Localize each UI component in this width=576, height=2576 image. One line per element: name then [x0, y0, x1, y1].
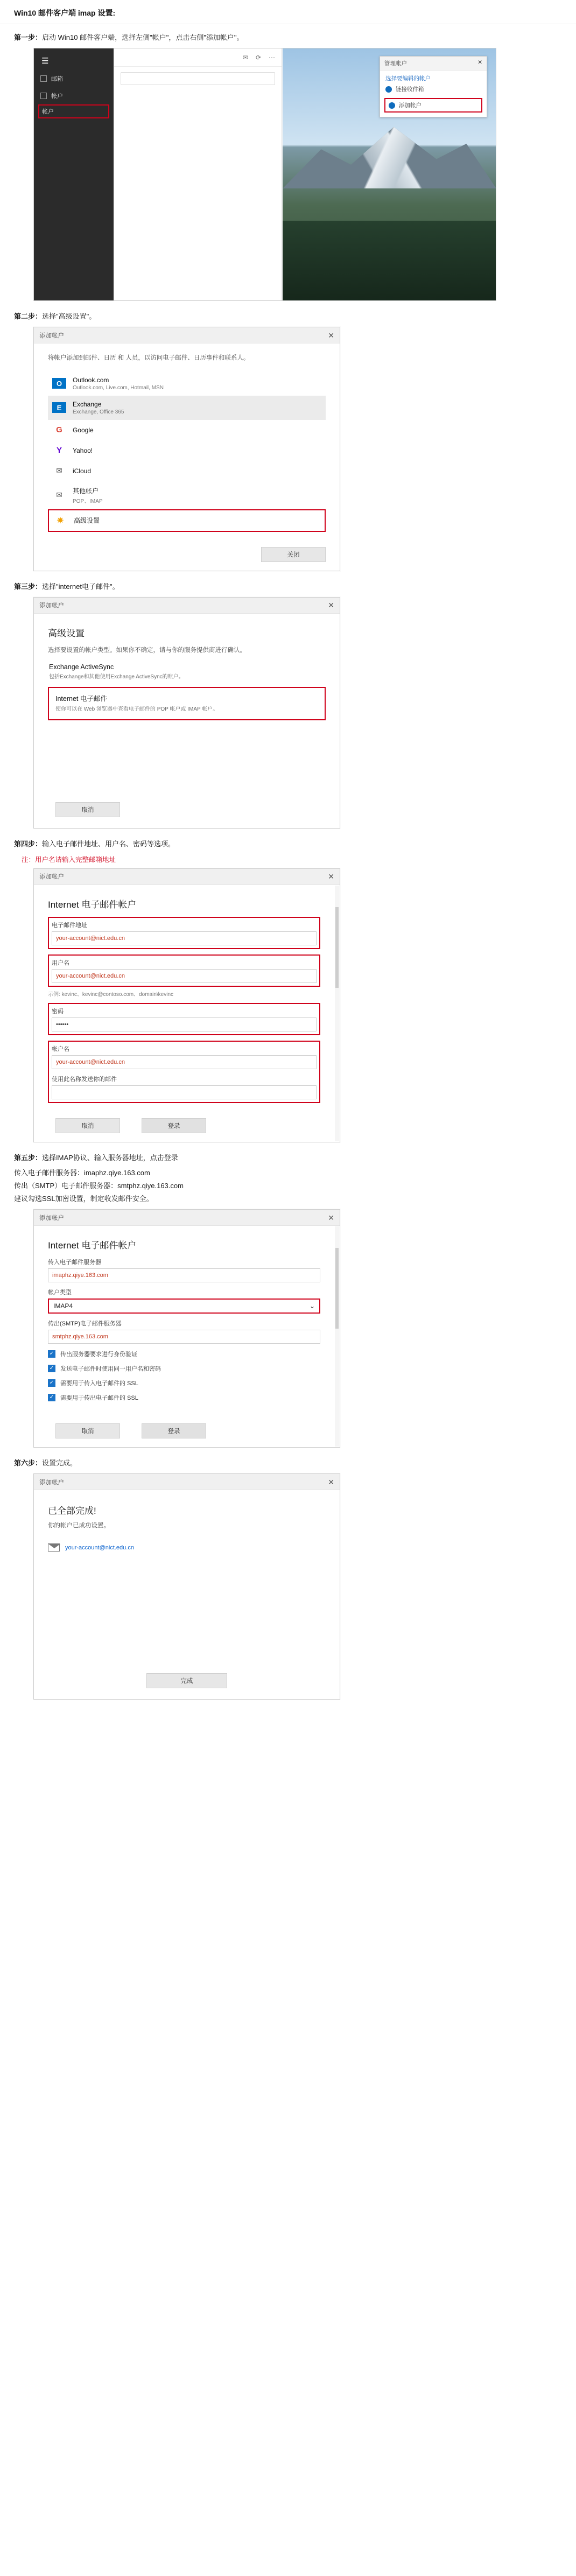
username-hint: 示例: kevinc、kevinc@contoso.com、domain\kevinc — [48, 991, 174, 998]
step-5-line-1: 传入电子邮件服务器：imaphz.qiye.163.com — [14, 1169, 150, 1177]
account-name-group — [48, 1041, 320, 1103]
cancel-button[interactable]: 取消 — [55, 1118, 120, 1133]
google-icon: G — [52, 425, 66, 436]
checkbox-icon: ✓ — [48, 1365, 55, 1372]
accounts-icon — [40, 93, 47, 99]
add-account-row[interactable] — [384, 98, 482, 113]
dialog-6-titlebar — [34, 1474, 340, 1490]
checkbox-outgoing-auth[interactable] — [48, 1350, 320, 1358]
sync-icon[interactable]: ⟳ — [255, 53, 261, 61]
manage-accounts-title: 管理帐户 — [384, 60, 407, 67]
step-6-text: 设置完成。 — [42, 1459, 78, 1468]
dialog-6-body — [34, 1490, 340, 1559]
add-account-icon — [389, 102, 395, 109]
dialog-3-body — [34, 614, 340, 728]
provider-exchange[interactable] — [48, 396, 326, 420]
dialog-4-body — [34, 885, 340, 1111]
option-exchange-sub: 包括Exchange和其他使用Exchange ActiveSync的账户。 — [49, 674, 184, 680]
display-name-input[interactable] — [52, 1085, 317, 1099]
account-type-label: 帐户类型 — [48, 1289, 72, 1296]
dialog-6-footer — [34, 1666, 340, 1697]
yahoo-icon: Y — [52, 445, 66, 456]
incoming-server-label: 传入电子邮件服务器 — [48, 1259, 101, 1266]
provider-outlook-sub: Outlook.com, Live.com, Hotmail, MSN — [73, 384, 164, 391]
dialog-4-title: 添加帐户 — [39, 874, 64, 881]
add-account-label: 添加帐户 — [399, 102, 422, 109]
checkbox-ssl-outgoing[interactable] — [48, 1393, 320, 1402]
sidebar-item-accounts-label: 帐户 — [51, 93, 63, 100]
add-account-dialog-2 — [33, 327, 340, 571]
dialog-5-footer — [34, 1416, 340, 1447]
option-exchange-title: Exchange ActiveSync — [49, 663, 114, 671]
dialog-5-body — [34, 1226, 340, 1416]
account-email: your-account@nict.edu.cn — [65, 1544, 134, 1551]
option-internet-email[interactable] — [48, 687, 326, 720]
password-input[interactable]: •••••• — [52, 1017, 317, 1031]
close-icon[interactable]: ✕ — [328, 601, 334, 610]
provider-advanced-name: 高级设置 — [74, 517, 100, 525]
step-3-screenshot — [33, 597, 576, 829]
step-1 — [0, 32, 576, 301]
exchange-icon: E — [52, 402, 66, 413]
step-4-prefix: 第四步： — [14, 839, 43, 848]
accounts-highlight-box[interactable]: 帐户 — [38, 104, 109, 118]
dialog-2-footer — [34, 539, 340, 571]
manage-accounts-header — [380, 57, 487, 71]
provider-other-sub: POP、IMAP — [73, 498, 103, 504]
cancel-button[interactable]: 取消 — [55, 802, 120, 817]
add-account-dialog-5 — [33, 1209, 340, 1448]
step-3 — [0, 581, 576, 829]
dialog-4-footer — [34, 1111, 340, 1142]
signin-button[interactable]: 登录 — [142, 1423, 206, 1438]
manage-accounts-popup — [380, 56, 487, 117]
step-3-text: 选择"internet电子邮件"。 — [42, 582, 120, 591]
internet-email-heading: Internet 电子邮件帐户 — [48, 1240, 137, 1251]
close-icon[interactable]: ✕ — [328, 1213, 334, 1222]
done-desc: 你的帐户已成功设置。 — [48, 1522, 110, 1529]
email-address-group — [48, 917, 320, 949]
step-2-prefix: 第二步： — [14, 312, 43, 321]
close-icon[interactable]: ✕ — [328, 1477, 334, 1486]
mountain-photo — [283, 118, 496, 188]
add-account-dialog-4 — [33, 868, 340, 1142]
outlook-icon: O — [52, 378, 66, 389]
step-6-prefix: 第六步： — [14, 1459, 43, 1468]
close-icon[interactable]: ✕ — [328, 331, 334, 340]
step-5-line-3: 建议勾选SSL加密设置，制定收发邮件安全。 — [14, 1195, 153, 1203]
checkbox-ssl-outgoing-label: 需要用于传出电子邮件的 SSL — [60, 1395, 138, 1402]
hamburger-icon[interactable]: ☰ — [41, 57, 49, 66]
dialog-5-scrollbar[interactable] — [335, 1226, 339, 1447]
more-icon[interactable]: ⋯ — [269, 53, 275, 61]
step-5-line-2: 传出（SMTP）电子邮件服务器：smtphz.qiye.163.com — [14, 1182, 184, 1190]
account-name-label: 帐户名 — [52, 1045, 69, 1052]
dialog-5-title: 添加帐户 — [39, 1215, 64, 1222]
password-label: 密码 — [52, 1008, 64, 1015]
step-4 — [0, 838, 576, 1142]
account-type-select[interactable] — [48, 1298, 320, 1314]
dialog-2-body — [34, 343, 340, 539]
checkbox-ssl-incoming[interactable] — [48, 1379, 320, 1387]
scrollbar-thumb[interactable] — [335, 1248, 339, 1329]
dialog-3-titlebar — [34, 598, 340, 614]
account-summary-row — [48, 1543, 326, 1552]
checkbox-outgoing-auth-label: 传出服务器要求进行身份验证 — [60, 1351, 137, 1358]
provider-yahoo[interactable] — [48, 440, 326, 461]
step-6-label — [14, 1457, 576, 1469]
done-button[interactable]: 完成 — [146, 1673, 227, 1688]
dialog-6-title: 添加帐户 — [39, 1479, 64, 1486]
gear-icon: ✷ — [53, 515, 67, 526]
dialog-5-titlebar — [34, 1210, 340, 1226]
checkbox-icon: ✓ — [48, 1379, 55, 1387]
advanced-setup-heading: 高级设置 — [48, 628, 85, 638]
account-type-value: IMAP4 — [53, 1302, 73, 1310]
add-account-dialog-3 — [33, 597, 340, 829]
signin-button[interactable]: 登录 — [142, 1118, 206, 1133]
provider-icloud-name: iCloud — [73, 467, 92, 475]
dialog-4-scrollbar[interactable] — [335, 886, 339, 1141]
mail-app-window — [33, 48, 496, 301]
step-6-screenshot — [33, 1473, 576, 1700]
linked-inbox-row[interactable] — [380, 82, 487, 96]
step-3-label — [14, 581, 576, 593]
step-2-text: 选择"高级设置"。 — [42, 312, 96, 321]
page-title: Win10 邮件客户端 imap 设置: — [14, 9, 116, 17]
mail-app-sidebar — [34, 48, 114, 301]
incoming-server-input[interactable]: imaphz.qiye.163.com — [48, 1268, 320, 1282]
checkbox-icon: ✓ — [48, 1350, 55, 1358]
step-4-note: 注：用户名请输入完整邮箱地址 — [22, 855, 116, 864]
step-4-label — [14, 838, 576, 850]
checkbox-ssl-incoming-label: 需要用于传入电子邮件的 SSL — [60, 1380, 138, 1387]
close-icon[interactable]: ✕ — [328, 872, 334, 881]
dialog-2-heading: 将帐户添加到邮件、日历 和 人员，以访问电子邮件、日历事件和联系人。 — [48, 355, 250, 362]
close-icon[interactable]: ✕ — [477, 59, 482, 66]
password-group — [48, 1003, 320, 1035]
advanced-setup-desc: 选择要设置的帐户类型。如果你不确定，请与你的服务提供商进行确认。 — [48, 647, 246, 654]
add-account-dialog-6 — [33, 1473, 340, 1700]
username-label: 用户名 — [52, 959, 69, 966]
step-2 — [0, 311, 576, 571]
step-2-screenshot — [33, 327, 576, 571]
cancel-button[interactable]: 取消 — [55, 1423, 120, 1438]
provider-advanced-setup[interactable] — [48, 509, 326, 532]
provider-yahoo-name: Yahoo! — [73, 446, 93, 454]
step-5-text: 选择IMAP协议、输入服务器地址，点击登录 — [42, 1153, 178, 1162]
internet-email-heading: Internet 电子邮件帐户 — [48, 899, 137, 910]
username-group — [48, 954, 320, 987]
linked-inbox-label: 链接收件箱 — [396, 86, 424, 93]
provider-exchange-sub: Exchange, Office 365 — [73, 409, 124, 415]
step-1-screenshot — [33, 48, 576, 301]
dialog-2-title: 添加帐户 — [39, 332, 64, 339]
username-input[interactable]: your-account@nict.edu.cn — [52, 969, 317, 983]
dialog-3-title: 添加帐户 — [39, 602, 64, 609]
other-account-icon: ✉ — [52, 490, 66, 501]
provider-other-name: 其他帐户 — [73, 487, 99, 495]
mail-list-pane — [114, 48, 282, 301]
provider-outlook[interactable] — [48, 371, 326, 396]
step-1-prefix: 第一步： — [14, 33, 43, 41]
option-internet-sub: 使你可以在 Web 浏览器中查看电子邮件的 POP 帐户或 IMAP 帐户。 — [55, 706, 219, 713]
sidebar-item-accounts[interactable] — [40, 92, 114, 100]
icloud-icon: ✉ — [52, 466, 66, 476]
provider-other[interactable] — [48, 481, 326, 509]
step-3-prefix: 第三步： — [14, 582, 43, 591]
step-5-screenshot — [33, 1209, 576, 1448]
provider-exchange-name: Exchange — [73, 400, 102, 408]
linked-inbox-icon — [385, 86, 392, 93]
step-1-text: 启动 Win10 邮件客户端，选择左侧"帐户"，点击右侧"添加帐户"。 — [42, 33, 244, 41]
dialog-2-titlebar — [34, 327, 340, 343]
close-button[interactable]: 关闭 — [261, 547, 326, 562]
dialog-3-footer — [34, 795, 340, 826]
step-5 — [0, 1152, 576, 1448]
manage-accounts-section-label: 选择要编辑的帐户 — [385, 75, 431, 82]
provider-icloud[interactable] — [48, 461, 326, 481]
step-6 — [0, 1457, 576, 1700]
checkbox-same-credentials-label: 发送电子邮件时使用同一用户名和密码 — [60, 1366, 161, 1373]
chevron-down-icon: ⌄ — [309, 1302, 315, 1310]
email-address-input[interactable]: your-account@nict.edu.cn — [52, 931, 317, 945]
scrollbar-thumb[interactable] — [335, 907, 339, 988]
provider-outlook-name: Outlook.com — [73, 376, 109, 384]
sidebar-item-mailbox[interactable] — [40, 74, 114, 83]
provider-google-name: Google — [73, 426, 94, 434]
step-4-text: 输入电子邮件地址、用户名、密码等选项。 — [42, 839, 175, 848]
display-name-label: 使用此名称发送你的邮件 — [52, 1076, 117, 1083]
account-name-input[interactable]: your-account@nict.edu.cn — [52, 1055, 317, 1069]
email-address-label: 电子邮件地址 — [52, 922, 87, 929]
checkbox-icon: ✓ — [48, 1394, 55, 1401]
step-5-prefix: 第五步： — [14, 1153, 43, 1162]
outgoing-server-input[interactable]: smtphz.qiye.163.com — [48, 1330, 320, 1344]
done-heading: 已全部完成! — [48, 1506, 96, 1517]
sidebar-item-mailbox-label: 邮箱 — [51, 76, 63, 83]
outgoing-server-label: 传出(SMTP)电子邮件服务器 — [48, 1321, 122, 1328]
envelope-icon — [48, 1543, 60, 1552]
mailbox-icon — [40, 75, 47, 82]
step-5-label — [14, 1152, 576, 1164]
step-2-label — [14, 311, 576, 322]
new-mail-icon[interactable]: ✉ — [242, 53, 248, 61]
mail-list-toolbar — [114, 48, 282, 67]
step-1-label — [14, 32, 576, 44]
search-input[interactable] — [121, 72, 275, 85]
forest-photo — [283, 221, 496, 301]
provider-google[interactable] — [48, 420, 326, 440]
checkbox-same-credentials[interactable] — [48, 1364, 320, 1373]
step-4-screenshot — [33, 868, 576, 1142]
dialog-4-titlebar — [34, 869, 340, 885]
option-internet-title: Internet 电子邮件 — [55, 695, 107, 703]
option-exchange-activesync[interactable] — [48, 663, 326, 682]
